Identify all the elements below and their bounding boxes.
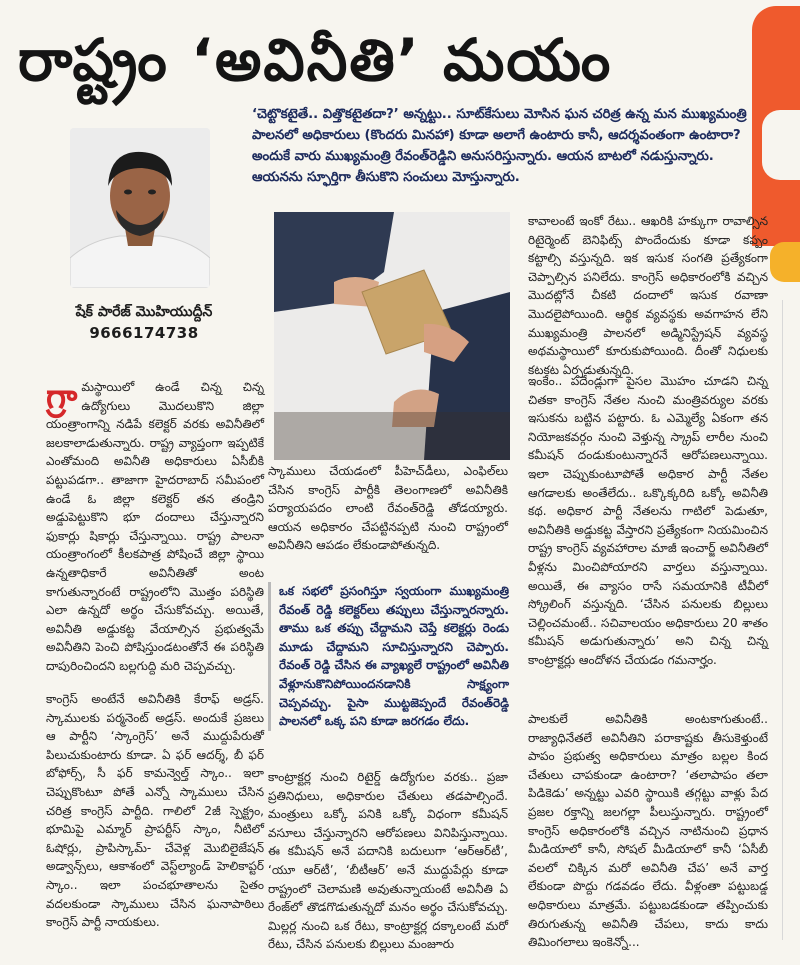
paragraph: ఇంకేం.. పదేండ్లుగా పైసల మొహం చూడని చిన్న చితకా కాంగ్రెస్ నేతల నుంచి మంత్రివర్యుల వరకు ఇసుకను బట్టిన పట్టారు. ఓ ఎమ్మెల్యే ఏకంగా తన నియోజకవర్గం నుంచి వెళ్తున్న స్క్రాప్ లారీల నుంచి కమీషన్ దండుకుంటున్నారనే ఆరోపణలున్నాయి. ఇలా చెప్పుకుంటూపోతే అధికార పార్టీ నేతల ఆగడాలకు అంతేలేదు.. ఒక్కొక్కరిది ఒక్కో అవినీతి కథ. అధికార పార్టీ నేతలను గాటిలో పెడుతూ, అవినీతికి అడ్డుకట్ట వేస్తారని ప్రత్యేకంగా నియమించిన రాష్ట్ర కాంగ్రెస్ వ్యవహారాల మాజీ ఇంచార్జ్ అవినీతిలో వీళ్లను మించిపోయారని వార్తలు వస్తున్నాయి. అయితే, ఈ వ్యాసం రాసే సమయానికి టీవీలో స్క్రోలింగ్ వస్తున్నది. ‘చేసిన పనులకు బిల్లులు చెల్లించమంటే.. సచివాలయం అధికారులు 20 శాతం కమీషన్ అడుగుతున్నారు’ అని చిన్న చిన్న కాంట్రాక్టర్లు ఆందోళన చేయడం గమనార్హం. (528, 374, 768, 667)
column-1 (46, 378, 264, 676)
author-photo (70, 128, 210, 288)
author-portrait-icon (70, 128, 210, 288)
paragraph: కాంట్రాక్టర్ల నుంచి రిటైర్డ్ ఉద్యోగుల వరకు.. ప్రజా ప్రతినిధులు, అధికారుల చేతులు తడపాల్సిందే. మంత్రులు ఒక్కో పనికి ఒక్కో విధంగా కమీషన్ వసూలు చేస్తున్నారని ఆరోపణలు వినిపిస్తున్నాయి. ఈ కమీషన్ అనే పదానికి బదులుగా ‘ఆర్‌ఆర్‌టీ’, ‘యూ ఆర్‌టీ’, ‘బీటీఆర్’ అనే ముద్దుపేర్లు కూడా రాష్ట్రంలో చెలామణి అవుతున్నాయంటే అవినీతి ఏ రేంజ్‌లో తొడగొడుతున్నదో మనం అర్థం చేసుకోవచ్చు. మిల్లర్ల నుంచి ఒక రేటు, కాంట్రాక్టర్ల దక్కాలంటే మరో రేటు, చేసిన పనులకు బిల్లులు మంజూరు (268, 770, 508, 952)
author-byline (44, 302, 244, 344)
column-3-section-3 (528, 710, 768, 952)
paragraph: కాంగ్రెస్ అంటేనే అవినీతికి కేరాఫ్ అడ్రస్. స్కాములకు పర్మనెంట్ అడ్రస్. అందుకే ప్రజలు ఆ పార్టీని ‘స్కాంగ్రెస్’ అనే ముద్దుపేరుతో పిలుచుకుంటారు కూడా. ఏ ఫర్ ఆదర్శ్, బీ ఫర్ బోఫోర్స్, సీ ఫర్ కామన్వెల్త్ స్కాం.. ఇలా చెప్పుకొంటూ పోతే ఎన్నో స్కాములు చేసిన చరిత్ర కాంగ్రెస్ పార్టీది. గాలిలో 2జీ స్పెక్ట్రం, భూమిపై ఎమ్మార్ ప్రాపర్టీస్ స్కాం, నీటిలో ఓషోర్లు, ప్రాపిస్కామ్- చేవెళ్ల మొబిలైజేషన్ అడ్వాన్స్‌లు, ఆకాశంలో వెస్ట్‌ల్యాండ్ హెలికాప్టర్ స్కాం.. ఇలా పంచభూతాలను సైతం వదలకుండా స్కాములు చేసిన ఘనాపాఠిలు కాంగ్రెస్ పార్టీ నాయకులు. (46, 692, 264, 930)
author-name: షేక్ పారేజ్ మొహియుద్దీన్ (75, 304, 213, 320)
article-headline: రాష్ట్రం ‘అవినీతి’ మయం (18, 26, 613, 94)
paragraph: స్కాములు చేయడంలో పీహెచ్‌డీలు, ఎంఫిల్‌లు చేసిన కాంగ్రెస్ పార్టీకి తెలంగాణలో అవినీతికి పర్యాయపదం లాంటి రేవంత్‌రెడ్డి తోడయ్యారు. ఆయన అధికారం చేపట్టినప్పటి నుంచి రాష్ట్రంలో అవినీతిని ఆపడం లేకుండాపోతున్నది. (268, 464, 508, 553)
author-phone: 9666174738 (89, 324, 199, 342)
quote-text: ఒక సభలో ప్రసంగిస్తూ స్వయంగా ముఖ్యమంత్రి రేవంత్ రెడ్డి కలెక్టర్‌లు తప్పులు చేస్తున్నారన్నారు. తాము ఒక తప్పు చేద్దామని చెప్తే కలెక్టర్లు రెండు మూడు చేద్దామని సూచిస్తున్నారని చెప్పారు. రేవంత్ రెడ్డి చేసిన ఈ వ్యాఖ్యలే రాష్ట్రంలో అవినీతి వేళ్లూనుకొనిపోయిందనడానికి సాక్ష్యంగా చెప్పవచ్చు. పైసా ముట్టజెప్పందే రేవంత్‌రెడ్డి పాలనలో ఒక్క పని కూడా జరగడం లేదు. (279, 584, 509, 729)
intro-text: ‘చెట్టొకటైతే.. విత్తొకటైతదా?’ అన్నట్టు.. సూట్‌కేసులు మోసిన ఘన చరిత్ర ఉన్న మన ముఖ్యమంత్రి పాలనలో అధికారులు (కొందరు మినహా) కూడా అలాగే ఉంటారు కానీ, ఆదర్శవంతంగా ఉంటారా? అందుకే వారు ముఖ్యమంత్రి రేవంత్‌రెడ్డిని అనుసరిస్తున్నారు. ఆయన బాటలో నడుస్తున్నారు. ఆయనను స్ఫూర్తిగా తీసుకొని సంచులు మోస్తున్నారు. (252, 107, 747, 185)
envelope-handover-icon (274, 212, 510, 460)
bribe-photo (274, 212, 510, 460)
decorative-cutout (762, 110, 800, 180)
column-divider (782, 300, 783, 940)
paragraph (46, 378, 264, 676)
decorative-yellow-shape (770, 242, 800, 282)
column-2-section-3 (268, 768, 508, 954)
paragraph-text: మస్థాయిలో ఉండే చిన్న చిన్న ఉద్యోగులు మొదలుకొని జిల్లా యంత్రాంగాన్ని నడిపే కలెక్టర్ వరకు అవినీతిలో జలకాలాడుతున్నారు. రాష్ట్ర వ్యాప్తంగా ఇప్పటికే ఎంతోమంది అవినీతి అధికారులు ఏసీబీకి పట్టుపడగా.. తాజాగా హైదరాబాద్ సమీపంలో ఉండే ఓ జిల్లా కలెక్టర్ తన తండ్రిని అడ్డుపెట్టుకొని భూ దందాలు చేస్తున్నారని ఫుకార్లు షికార్లు చేస్తున్నాయి. రాష్ట్ర పాలనా యంత్రాంగంలో కీలకపాత్ర పోషించే జిల్లా స్థాయి ఉన్నతాధికారే అవినీతితో అంట కాగుతున్నారంటే రాష్ట్రంలోని మొత్తం పరిస్థితి ఎలా ఉన్నదో అర్థం చేసుకోవచ్చు. అయితే, అవినీతి అడ్డుకట్ట వేయాల్సిన ప్రభుత్వమే అవినీతిని పెంచి పోషిస్తుండటంతోనే ఈ పరిస్థితి దాపురించిందని బల్లగుద్ది మరి చెప్పవచ్చు. (46, 380, 264, 673)
column-3-section-2 (528, 372, 768, 670)
column-2 (268, 462, 508, 555)
dropcap: గ్రా (46, 377, 78, 417)
paragraph: పాలకులే అవినీతికి అంటకాగుతుంటే.. రాజ్యాధినేతలే అవినీతిని పరాకాష్టకు తీసుకెళ్తుంటే పాపం ప్రభుత్వ అధికారులు మాత్రం బల్లల కింద చేతులు చాపకుండా ఉంటారా? ‘తలాపాపం తలా పిడికెడు’ అన్నట్టు ఎవరి స్థాయికి తగ్గట్టు వాళ్లు పేద ప్రజల రక్తాన్ని జలగల్లా పీలుస్తున్నారు. రాష్ట్రంలో కాంగ్రెస్ అధికారంలోకి వచ్చిన నాటినుంచి ప్రధాన మీడియాలో కానీ, సోషల్ మీడియాలో కానీ ‘ఏసీబీ వలలో చిక్కిన మరో అవినీతి చేప’ అనే వార్త లేకుండా పొద్దు గడవడం లేదు. వీళ్లంతా పట్టుబడ్డ అధికారులు మాత్రమే. పట్టుబడకుండా తప్పించుకు తిరుగుతున్న అవినీతి చేపలు, కాదు కాదు తిమింగలాలు ఇంకెన్నో... (528, 712, 768, 950)
article-intro (252, 104, 752, 188)
pull-quote (268, 582, 509, 731)
column-3 (528, 212, 768, 379)
paragraph: కావాలంటే ఇంకో రేటు.. ఆఖరికి హక్కుగా రావాల్సిన రిటైర్మెంట్ బెనిఫిట్స్ పొందేందుకు కూడా కప్పం కట్టాల్సి వస్తున్నది. ఇక ఇసుక సంగతి ప్రత్యేకంగా చెప్పాల్సిన పనిలేదు. కాంగ్రెస్ అధికారంలోకి వచ్చిన మొదట్లోనే చీకటి దందాలో ఇసుక రవాణా మొదలైపోయింది. ఆర్థిక వ్యవస్థకు అవగాహన లేని ముఖ్యమంత్రి పాలనలో అడ్మినిస్ట్రేషన్ వ్యవస్థ అథమస్థాయిలో కూరుకుపోయింది. దీంతో నిధులకు కటకట ఏర్పడుతున్నది. (528, 214, 768, 377)
column-1-section-2 (46, 690, 264, 932)
